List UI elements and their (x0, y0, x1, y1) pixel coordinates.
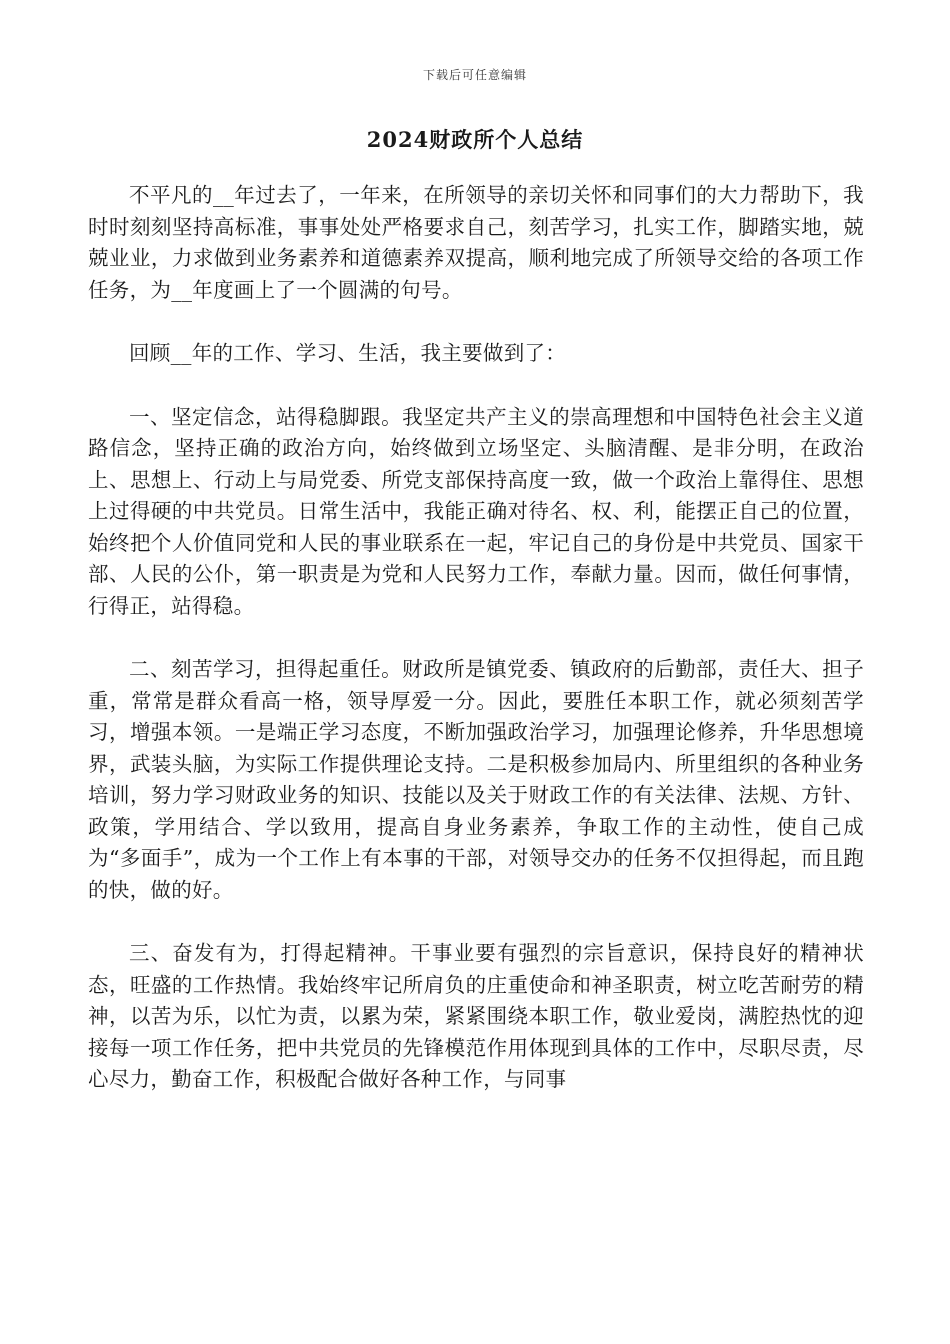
paragraph-section-2: 二、刻苦学习，担得起重任。财政所是镇党委、镇政府的后勤部，责任大、担子重，常常是群众看高一格，领导厚爱一分。因此，要胜任本职工作，就必须刻苦学习，增强本领。一是端正学习态度，不断加强政治学习，加强理论修养，升华思想境界，武装头脑，为实际工作提供理论支持。二是积极参加局内、所里组织的各种业务培训，努力学习财政业务的知识、技能以及关于财政工作的有关法律、法规、方针、政策，学用结合、学以致用，提高自身业务素养，争取工作的主动性，使自己成为“多面手”，成为一个工作上有本事的干部，对领导交办的任务不仅担得起，而且跑的快，做的好。 (88, 657, 864, 902)
document-title: 2024财政所个人总结 (366, 127, 584, 152)
paragraph-section-3: 三、奋发有为，打得起精神。干事业要有强烈的宗旨意识，保持良好的精神状态，旺盛的工作热情。我始终牢记所肩负的庄重使命和神圣职责，树立吃苦耐劳的精神，以苦为乐，以忙为责，以累为荣，紧紧围绕本职工作，敬业爱岗，满腔热忱的迎接每一项工作任务，把中共党员的先锋模范作用体现到具体的工作中，尽职尽责，尽心尽力，勤奋工作，积极配合做好各种工作，与同事 (88, 941, 864, 1091)
paragraph-review: 回顾__年的工作、学习、生活，我主要做到了： (129, 341, 567, 365)
document-body (88, 180, 864, 1128)
paragraph-intro: 不平凡的__年过去了，一年来，在所领导的亲切关怀和同事们的大力帮助下，我时时刻刻坚持高标准，事事处处严格要求自己，刻苦学习，扎实工作，脚踏实地，兢兢业业，力求做到业务素养和道德素养双提高，顺利地完成了所领导交给的各项工作任务，为__年度画上了一个圆满的句号。 (88, 183, 864, 302)
header-note: 下载后可任意编辑 (422, 68, 527, 82)
paragraph-section-1: 一、坚定信念，站得稳脚跟。我坚定共产主义的崇高理想和中国特色社会主义道路信念，坚持正确的政治方向，始终做到立场坚定、头脑清醒、是非分明，在政治上、思想上、行动上与局党委、所党支部保持高度一致，做一个政治上靠得住、思想上过得硬的中共党员。日常生活中，我能正确对待名、权、利，能摆正自己的位置，始终把个人价值同党和人民的事业联系在一起，牢记自己的身份是中共党员、国家干部、人民的公仆，第一职责是为党和人民努力工作，奉献力量。因而，做任何事情，行得正，站得稳。 (88, 404, 864, 618)
